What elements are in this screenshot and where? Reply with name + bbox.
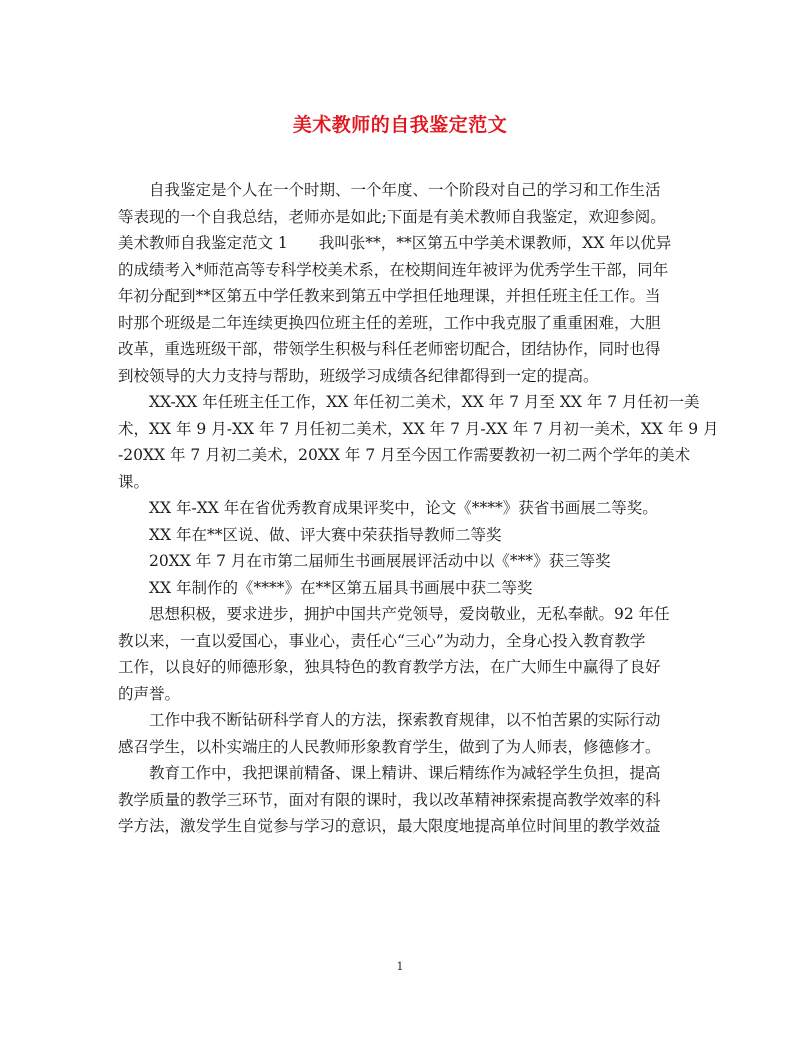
text-line: 学方法，激发学生自觉参与学习的意识，最大限度地提高单位时间里的教学效益 [118, 817, 661, 835]
text-line: 教以来，一直以爱国心，事业心，责任心“三心”为动力，全身心投入教育教学 [118, 631, 646, 650]
text-line: 工作中我不断钻研科学育人的方法，探索教育规律，以不怕苦累的实际行动 [149, 711, 661, 729]
text-line: 到校领导的大力支持与帮助，班级学习成绩各纪律都得到一定的提高。 [118, 366, 599, 385]
text-line: 教学质量的教学三环节，面对有限的课时，我以改革精神探索提高教学效率的科 [118, 790, 661, 809]
document-title: 美术教师的自我鉴定范文 [292, 114, 508, 136]
text-line: 美术教师自我鉴定范文 1 我叫张**，**区第五中学美术课教师，XX 年以优异 [118, 234, 672, 252]
text-line: 思想积极，要求进步，拥护中国共产党领导，爱岗敬业，无私奉献。92 年任 [149, 605, 670, 623]
text-line: 等表现的一个自我总结，老师亦是如此;下面是有美术教师自我鉴定，欢迎参阅。 [118, 207, 666, 226]
text-line: XX-XX 年任班主任工作，XX 年任初二美术，XX 年 7 月至 XX 年 7 月任初一美 [149, 393, 700, 411]
text-line: XX 年在**区说、做、评大赛中荣获指导教师二等奖 [149, 525, 502, 544]
text-line: 课。 [118, 472, 150, 491]
text-line: 的成绩考入*师范高等专科学校美术系，在校期间连年被评为优秀学生干部，同年 [118, 260, 669, 279]
text-line: 感召学生，以朴实端庄的人民教师形象教育学生，做到了为人师表，修德修才。 [118, 737, 661, 756]
document-body [118, 177, 719, 840]
text-line: XX 年制作的《****》在**区第五届具书画展中获二等奖 [149, 578, 533, 597]
text-line: XX 年-XX 年在省优秀教育成果评奖中，论文《****》获省书画展二等奖。 [149, 499, 658, 517]
text-line: 自我鉴定是个人在一个时期、一个年度、一个阶段对自己的学习和工作生活 [149, 181, 661, 199]
text-line: 教育工作中，我把课前精备、课上精讲、课后精练作为减轻学生负担，提高 [149, 764, 661, 782]
text-line: 时那个班级是二年连续更换四位班主任的差班，工作中我克服了重重困难，大胆 [118, 313, 661, 332]
text-line: 工作，以良好的师德形象，独具特色的教育教学方法，在广大师生中赢得了良好 [118, 658, 661, 676]
text-line: 术，XX 年 9 月-XX 年 7 月任初二美术，XX 年 7 月-XX 年 7 月初一美术，XX 年 9 月 [118, 419, 719, 438]
page-number: 1 [396, 960, 404, 973]
text-line: 年初分配到**区第五中学任教来到第五中学担任地理课，并担任班主任工作。当 [118, 287, 661, 305]
text-line: 20XX 年 7 月在市第二届师生书画展展评活动中以《***》获三等奖 [149, 552, 611, 570]
text-line: 改革，重选班级干部，带领学生积极与科任老师密切配合，团结协作，同时也得 [118, 340, 661, 358]
text-line: 的声誉。 [118, 684, 181, 703]
text-line: -20XX 年 7 月初二美术，20XX 年 7 月至今因工作需要教初一初二两个学年的美术 [118, 446, 691, 464]
